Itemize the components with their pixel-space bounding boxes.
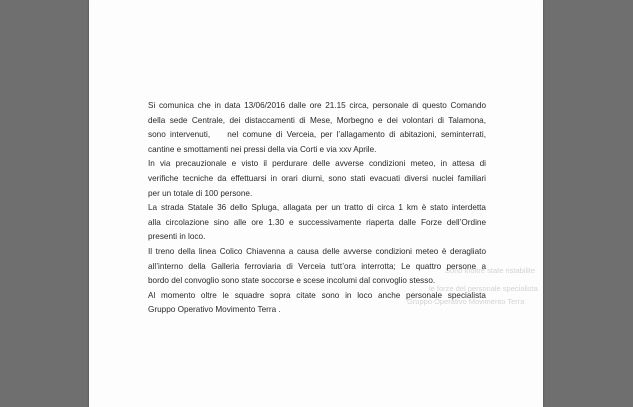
- bleed-through-text: Sono inoltre state ristabilite: [445, 266, 536, 275]
- text-line: Il treno della linea Colico Chiavenna a causa delle avverse condizioni meteo è deragliato: [148, 246, 486, 256]
- text-line: cantine e smottamenti nei pressi della via Corti e via xxv Aprile.: [148, 144, 377, 154]
- text-line: verifiche tecniche da effettuarsi in orari diurni, sono stati evacuati diversi nuclei familiari: [148, 173, 486, 183]
- text-line: In via precauzionale e visto il perdurare delle avverse condizioni meteo, in attesa di: [148, 159, 486, 169]
- text-line: per un totale di 100 persone.: [148, 188, 253, 198]
- text-line: alla circolazione sino alle ore 1.30 e successivamente riaperta dalle Forze dell’Ordine: [148, 217, 486, 227]
- text-line: Si comunica che in data 13/06/2016 dalle ore 21.15 circa, personale di questo Comando: [148, 101, 486, 110]
- text-line: della sede Centrale, dei distaccamenti di Mese, Morbegno e dei volontari di Talamona,: [148, 115, 486, 125]
- text-line: all’interno della Galleria ferroviaria di Verceia tutt’ora interrotta; Le quattro persone a: [148, 261, 486, 271]
- bleed-through-text: Gruppo Operativo Movimento Terra: [407, 297, 525, 306]
- text-line: sono intervenuti, nel comune di Verceia, per l’allagamento di abitazioni, seminterrati,: [148, 130, 486, 140]
- text-line: bordo del convoglio sono state soccorse e scese incolumi dal convoglio stesso.: [148, 276, 436, 286]
- document-page: [89, 0, 543, 407]
- text-line: Al momento oltre le squadre sopra citate sono in loco anche personale specialista: [148, 290, 486, 300]
- text-line: presenti in loco.: [148, 232, 206, 242]
- document-body: [148, 99, 486, 318]
- bleed-through-text: le forze del personale specialista: [429, 284, 538, 293]
- text-line: La strada Statale 36 dello Spluga, allagata per un tratto di circa 1 km è stato interdetta: [148, 203, 486, 213]
- text-line: Gruppo Operativo Movimento Terra .: [148, 305, 281, 315]
